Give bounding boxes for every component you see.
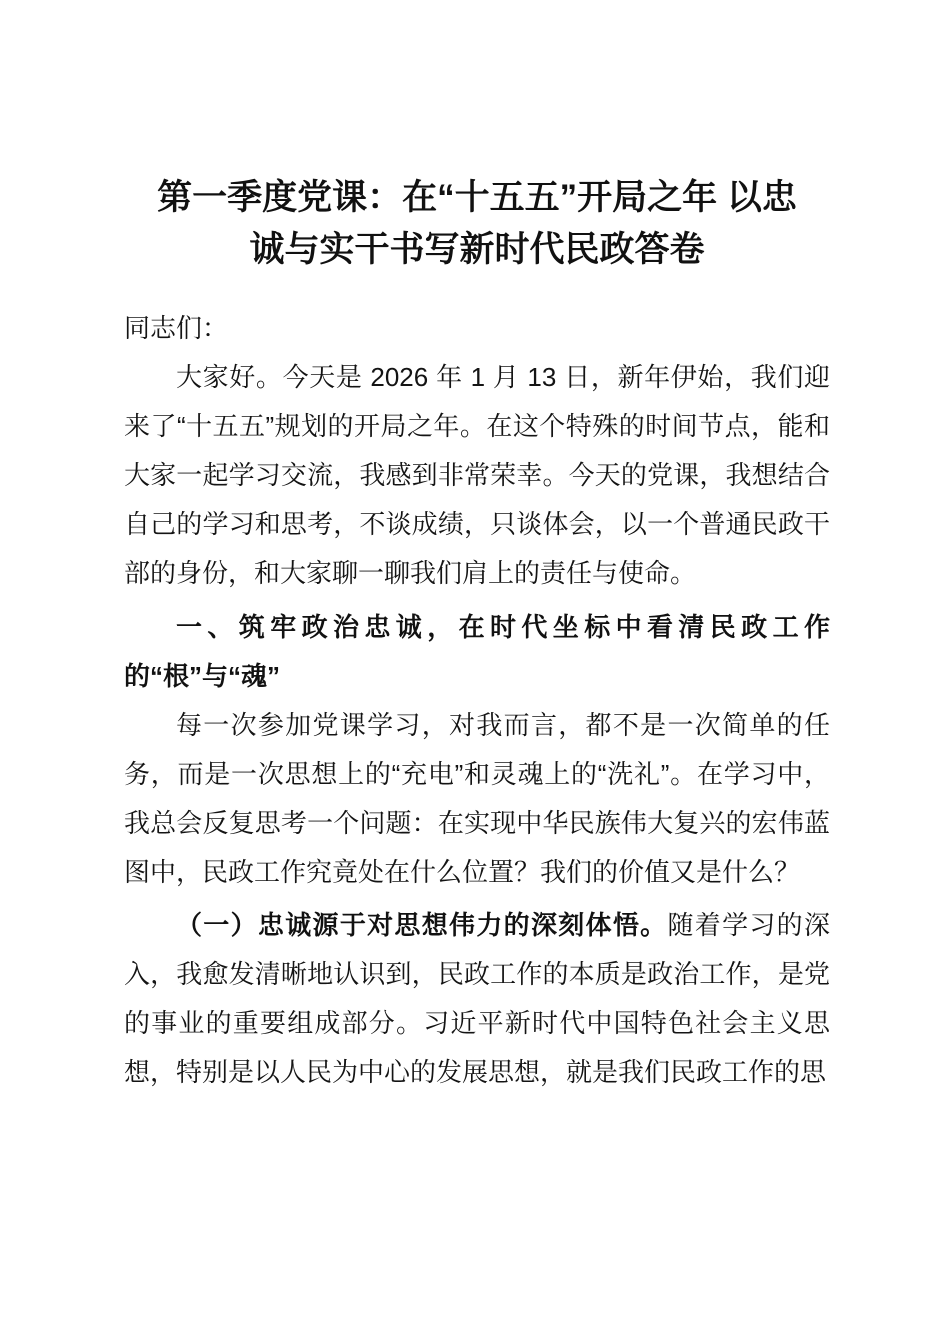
paragraph-lead: （一）忠诚源于对思想伟力的深刻体悟。: [176, 910, 668, 940]
paragraph-body: 每一次参加党课学习，对我而言，都不是一次简单的任务，而是一次思想上的“充电”和灵魂上的“洗礼”。在学习中，我总会反复思考一个问题：在实现中华民族伟大复兴的宏伟蓝图中，民政工作究竟处在什么位置？我们的价值又是什么？: [124, 710, 830, 887]
paragraph-heading: 一、筑牢政治忠诚，在时代坐标中看清民政工作的“根”与“魂”: [124, 612, 830, 691]
document-title-line-1: 第一季度党课：在“十五五”开局之年 以忠: [157, 178, 797, 217]
document-title: [124, 172, 830, 276]
document-body: [124, 304, 830, 1097]
paragraph-salutation: 同志们：: [124, 313, 229, 343]
paragraph-body_lead: （一）忠诚源于对思想伟力的深刻体悟。随着学习的深入，我愈发清晰地认识到，民政工作的本质是政治工作，是党的事业的重要组成部分。习近平新时代中国特色社会主义思想，特别是以人民为中心的发展思想，就是我们民政工作的思: [124, 910, 830, 1087]
paragraph-body: 大家好。今天是 2026 年 1 月 13 日，新年伊始，我们迎来了“十五五”规划的开局之年。在这个特殊的时间节点，能和大家一起学习交流，我感到非常荣幸。今天的党课，我想结合自己的学习和思考，不谈成绩，只谈体会，以一个普通民政干部的身份，和大家聊一聊我们肩上的责任与使命。: [124, 362, 830, 588]
document-title-line-2: 诚与实干书写新时代民政答卷: [249, 230, 705, 269]
